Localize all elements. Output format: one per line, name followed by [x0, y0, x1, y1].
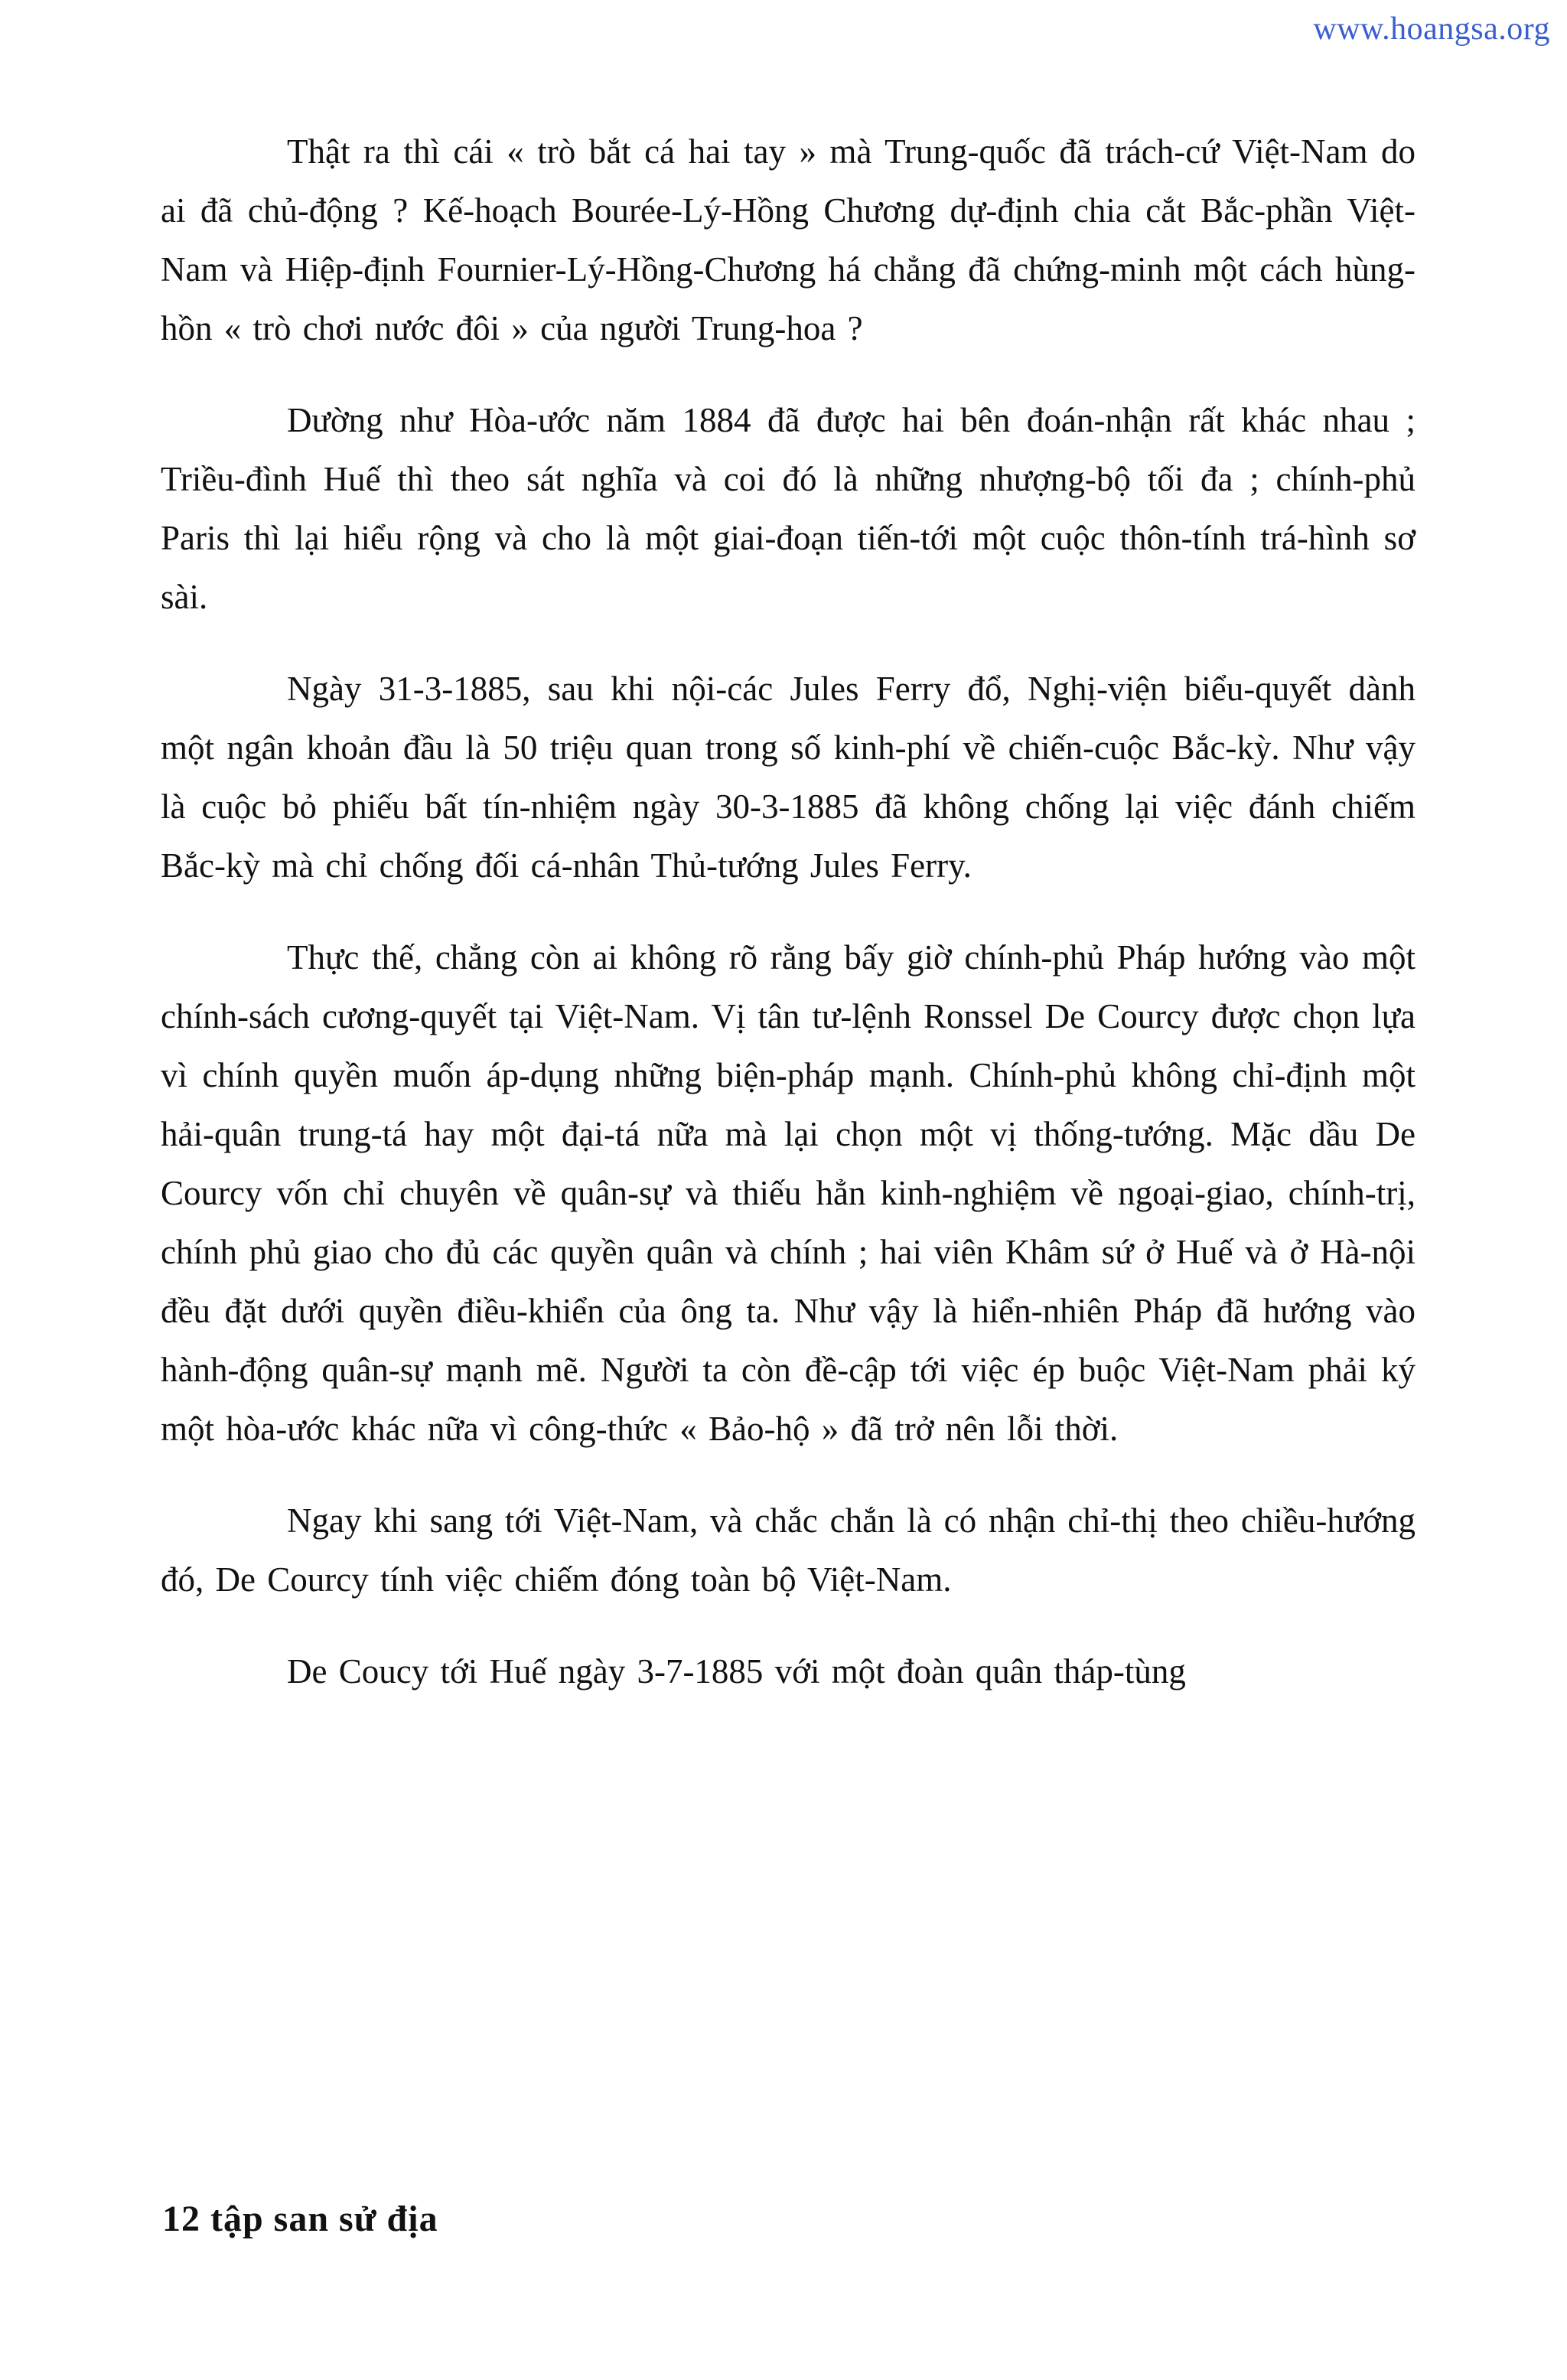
paragraph-1: Thật ra thì cái « trò bắt cá hai tay » mà Trung-quốc đã trách-cứ Việt-Nam do ai đã chủ-động ? Kế-hoạch Bourée-Lý-Hồng Chương dự-định chia cắt Bắc-phần Việt-Nam và Hiệp-định Fournier-Lý-Hồng-Chương há chẳng đã chứng-minh một cách hùng-hồn « trò chơi nước đôi » của người Trung-hoa ? [161, 132, 1416, 347]
page-footer [162, 2198, 438, 2240]
body-text [161, 122, 1416, 1734]
paragraph-4: Thực thế, chẳng còn ai không rõ rằng bấy giờ chính-phủ Pháp hướng vào một chính-sách cương-quyết tại Việt-Nam. Vị tân tư-lệnh Ronssel De Courcy được chọn lựa vì chính quyền muốn áp-dụng những biện-pháp mạnh. Chính-phủ không chỉ-định một hải-quân trung-tá hay một đại-tá nữa mà lại chọn một vị thống-tướng. Mặc dầu De Courcy vốn chỉ chuyên về quân-sự và thiếu hẳn kinh-nghiệm về ngoại-giao, chính-trị, chính phủ giao cho đủ các quyền quân và chính ; hai viên Khâm sứ ở Huế và ở Hà-nội đều đặt dưới quyền điều-khiển của ông ta. Như vậy là hiển-nhiên Pháp đã hướng vào hành-động quân-sự mạnh mẽ. Người ta còn đề-cập tới việc ép buộc Việt-Nam phải ký một hòa-ước khác nữa vì công-thức « Bảo-hộ » đã trở nên lỗi thời. [161, 938, 1416, 1448]
paragraph-6: De Coucy tới Huế ngày 3-7-1885 với một đoàn quân tháp-tùng [287, 1652, 1186, 1690]
page-number: 12 [162, 2199, 200, 2239]
site-url-link[interactable]: www.hoangsa.org [1313, 11, 1550, 47]
publication-name: tập san sử địa [210, 2199, 438, 2239]
paragraph-3: Ngày 31-3-1885, sau khi nội-các Jules Ferry đổ, Nghị-viện biểu-quyết dành một ngân khoản đầu là 50 triệu quan trong số kinh-phí về chiến-cuộc Bắc-kỳ. Như vậy là cuộc bỏ phiếu bất tín-nhiệm ngày 30-3-1885 đã không chống lại việc đánh chiếm Bắc-kỳ mà chỉ chống đối cá-nhân Thủ-tướng Jules Ferry. [161, 670, 1416, 885]
paragraph-5: Ngay khi sang tới Việt-Nam, và chắc chắn là có nhận chỉ-thị theo chiều-hướng đó, De Courcy tính việc chiếm đóng toàn bộ Việt-Nam. [161, 1501, 1416, 1599]
paragraph-2: Dường như Hòa-ước năm 1884 đã được hai bên đoán-nhận rất khác nhau ; Triều-đình Huế thì theo sát nghĩa và coi đó là những nhượng-bộ tối đa ; chính-phủ Paris thì lại hiểu rộng và cho là một giai-đoạn tiến-tới một cuộc thôn-tính trá-hình sơ sài. [161, 401, 1416, 616]
